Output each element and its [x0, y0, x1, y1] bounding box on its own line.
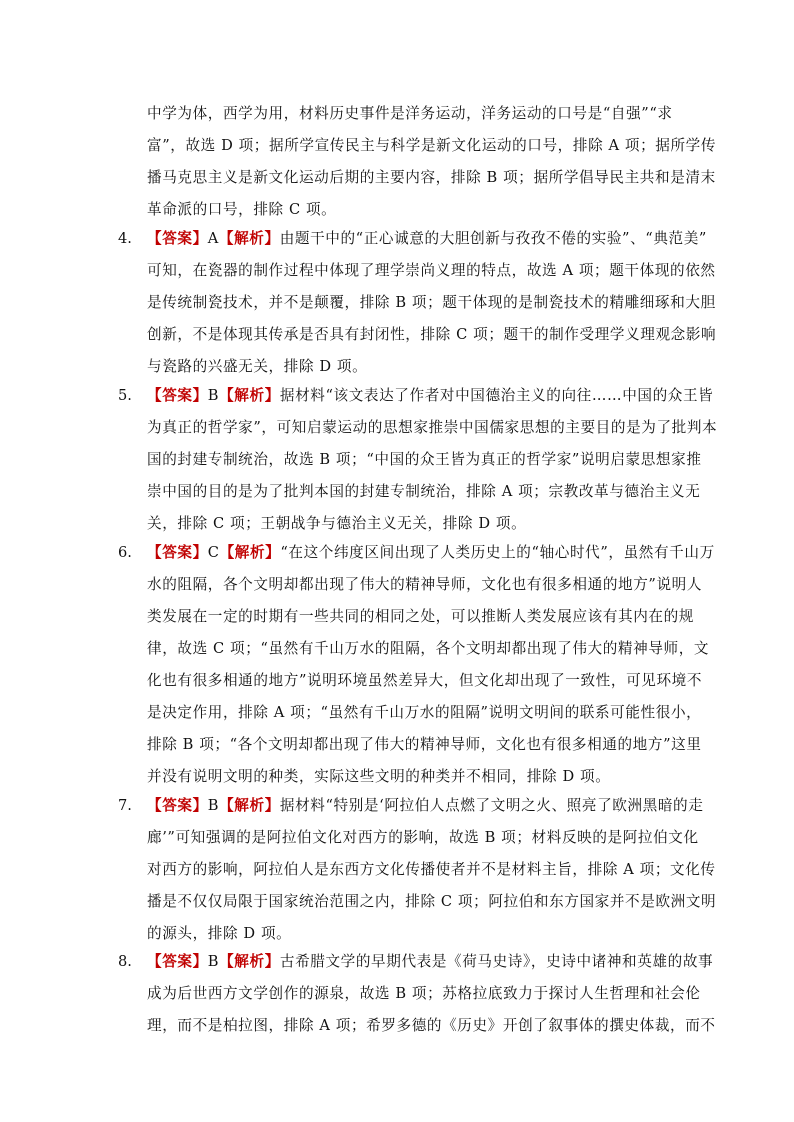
question-number: 8.: [118, 953, 132, 970]
question-number: 5.: [118, 387, 132, 404]
analysis-line: 成为后世西方文学创作的源泉，故选 B 项；苏格拉底致力于探讨人生哲理和社会伦: [147, 985, 701, 1002]
answer-line: [147, 386, 714, 406]
analysis-first-text: “在这个纬度区间出现了人类历史上的“轴心时代”，虽然有千山万: [280, 544, 715, 561]
analysis-first-text: 古希腊文学的早期代表是《荷马史诗》，史诗中诸神和英雄的故事: [279, 953, 714, 970]
analysis-line: 播是不仅仅局限于国家统治范围之内，排除 C 项；阿拉伯和东方国家并不是欧洲文明: [147, 893, 717, 910]
answer-value: A: [207, 230, 219, 247]
answer-line: [147, 229, 707, 249]
intro-line: 富”，故选 D 项；据所学宣传民主与科学是新文化运动的口号，排除 A 项；据所学传: [147, 137, 717, 154]
answer-value: B: [207, 953, 220, 970]
intro-line: 革命派的口号，排除 C 项。: [147, 201, 337, 218]
analysis-first-text: 据材料“特别是‘阿拉伯人点燃了文明之火、照亮了欧洲黑暗的走: [279, 797, 704, 814]
answer-label: 【答案】: [147, 544, 208, 561]
answer-label: 【答案】: [147, 797, 208, 814]
answer-value: C: [207, 544, 220, 561]
analysis-first-text: 据材料“该文表达了作者对中国德治主义的向往……中国的众王皆: [279, 387, 714, 404]
analysis-line: 是传统制瓷技术，并不是颠覆，排除 B 项；题干体现的是制瓷技术的精雕细琢和大胆: [147, 294, 716, 311]
analysis-line: 崇中国的目的是为了批判本国的封建专制统治，排除 A 项；宗教改革与德治主义无: [147, 483, 701, 500]
analysis-line: 是决定作用，排除 A 项；“虽然有千山万水的阻隔”说明文明间的联系可能性很小，: [147, 704, 702, 721]
answer-line: [147, 796, 704, 816]
intro-line: 播马克思主义是新文化运动后期的主要内容，排除 B 项；据所学倡导民主共和是清末: [147, 169, 716, 186]
answer-label: 【答案】: [147, 387, 208, 404]
answer-value: B: [207, 387, 220, 404]
analysis-line: 律，故选 C 项；“虽然有千山万水的阻隔，各个文明却都出现了伟大的精神导师，文: [147, 640, 710, 657]
analysis-line: 廊’”可知强调的是阿拉伯文化对西方的影响，故选 B 项；材料反映的是阿拉伯文化: [147, 829, 699, 846]
question-number: 4.: [118, 230, 132, 247]
analysis-line: 可知，在瓷器的制作过程中体现了理学崇尚义理的特点，故选 A 项；题干体现的依然: [147, 262, 716, 279]
analysis-line: 关，排除 C 项；王朝战争与德治主义无关，排除 D 项。: [147, 515, 527, 532]
analysis-label: 【解析】: [219, 797, 280, 814]
analysis-line: 创新，不是体现其传承是否具有封闭性，排除 C 项；题干的制作受理学义理观念影响: [147, 326, 717, 343]
analysis-line: 与瓷路的兴盛无关，排除 D 项。: [147, 358, 368, 375]
analysis-line: 国的封建专制统治，故选 B 项；“中国的众王皆为真正的哲学家”说明启蒙思想家推: [147, 451, 702, 468]
analysis-label: 【解析】: [218, 230, 280, 247]
analysis-line: 并没有说明文明的种类，实际这些文明的种类并不相同，排除 D 项。: [147, 768, 611, 785]
answer-label: 【答案】: [147, 953, 208, 970]
analysis-label: 【解析】: [219, 544, 281, 561]
intro-line: 中学为体，西学为用，材料历史事件是洋务运动，洋务运动的口号是“自强”“求: [147, 105, 673, 122]
answer-line: [147, 952, 714, 972]
analysis-line: 排除 B 项；“各个文明却都出现了伟大的精神导师，文化也有很多相通的地方”这里: [147, 736, 702, 753]
question-number: 7.: [118, 797, 132, 814]
analysis-line: 理，而不是柏拉图，排除 A 项；希罗多德的《历史》开创了叙事体的撰史体裁，而不: [147, 1017, 716, 1034]
analysis-line: 类发展在一定的时期有一些共同的相同之处，可以推断人类发展应该有其内在的规: [147, 608, 694, 625]
analysis-line: 化也有很多相通的地方”说明环境虽然差异大，但文化却出现了一致性，可见环境不: [147, 672, 703, 689]
answer-line: [147, 543, 715, 563]
analysis-label: 【解析】: [219, 387, 280, 404]
analysis-line: 对西方的影响，阿拉伯人是东西方文化传播使者并不是材料主旨，排除 A 项；文化传: [147, 861, 716, 878]
analysis-first-text: 由题干中的“正心诚意的大胆创新与孜孜不倦的实验”、“典范美”: [279, 230, 707, 247]
analysis-label: 【解析】: [219, 953, 280, 970]
analysis-line: 水的阻隔，各个文明却都出现了伟大的精神导师，文化也有很多相通的地方”说明人: [147, 576, 703, 593]
analysis-line: 为真正的哲学家”，可知启蒙运动的思想家推崇中国儒家思想的主要目的是为了批判本: [147, 419, 718, 436]
question-number: 6.: [118, 544, 132, 561]
analysis-line: 的源头，排除 D 项。: [147, 925, 292, 942]
answer-label: 【答案】: [147, 230, 208, 247]
answer-value: B: [207, 797, 220, 814]
